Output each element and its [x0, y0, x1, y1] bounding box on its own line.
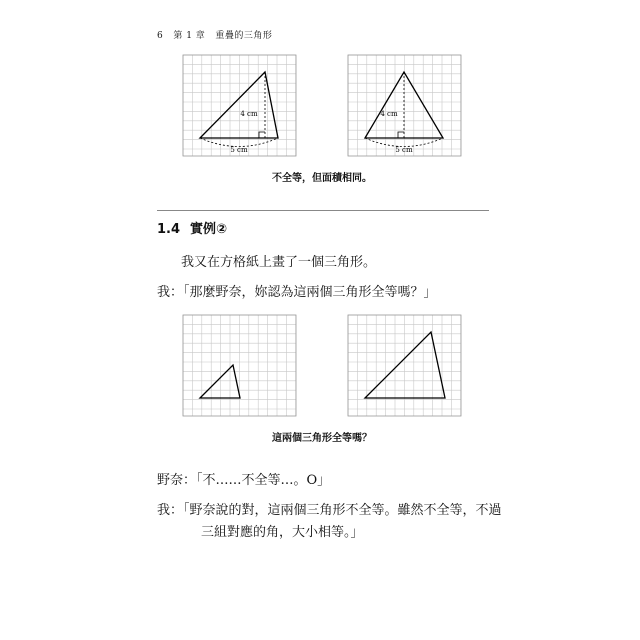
chapter-number: 第 1 章 [173, 31, 206, 41]
right-angle-mark [398, 132, 404, 138]
large-triangle [365, 332, 445, 398]
speaker-label: 野奈： [157, 473, 197, 488]
small-triangle [200, 365, 240, 398]
speaker-label: 我： [157, 503, 184, 518]
chapter-title: 重疊的三角形 [215, 31, 273, 41]
dialog-line [157, 470, 330, 492]
dialog-text: 「野奈說的對，這兩個三角形不全等。雖然不全等，不過 [183, 503, 502, 518]
speaker-label: 我： [157, 285, 184, 300]
right-angle-mark [259, 132, 265, 138]
figure2-right-grid [348, 315, 461, 416]
dialog-text: 「不……不全等…。O」 [196, 473, 331, 488]
running-head [157, 28, 272, 41]
height-label: 4 cm [240, 110, 258, 118]
page-number: 6 [157, 31, 164, 41]
figure2-caption: 這兩個三角形全等嗎？ [272, 433, 372, 444]
base-label: 5 cm [230, 146, 248, 154]
triangle-a [200, 72, 278, 138]
dialog-text: 「那麼野奈，妳認為這兩個三角形全等嗎？」 [183, 285, 437, 300]
figure1-right-grid [348, 55, 461, 156]
figure1-left-grid [183, 55, 296, 156]
dialog-line [157, 282, 437, 304]
figure1-caption: 不全等，但面積相同。 [272, 173, 372, 184]
paragraph: 我又在方格紙上畫了一個三角形。 [181, 255, 377, 270]
section-number: 1.4 [157, 222, 181, 237]
dialog-continuation: 三組對應的角，大小相等。」 [201, 525, 364, 540]
base-label: 5 cm [395, 146, 413, 154]
dialog-line [157, 500, 502, 522]
section-title: 實例② [190, 222, 228, 237]
figure2-left-grid [183, 315, 296, 416]
height-label: 4 cm [380, 110, 398, 118]
section-heading [157, 218, 227, 237]
section-divider [157, 210, 489, 211]
